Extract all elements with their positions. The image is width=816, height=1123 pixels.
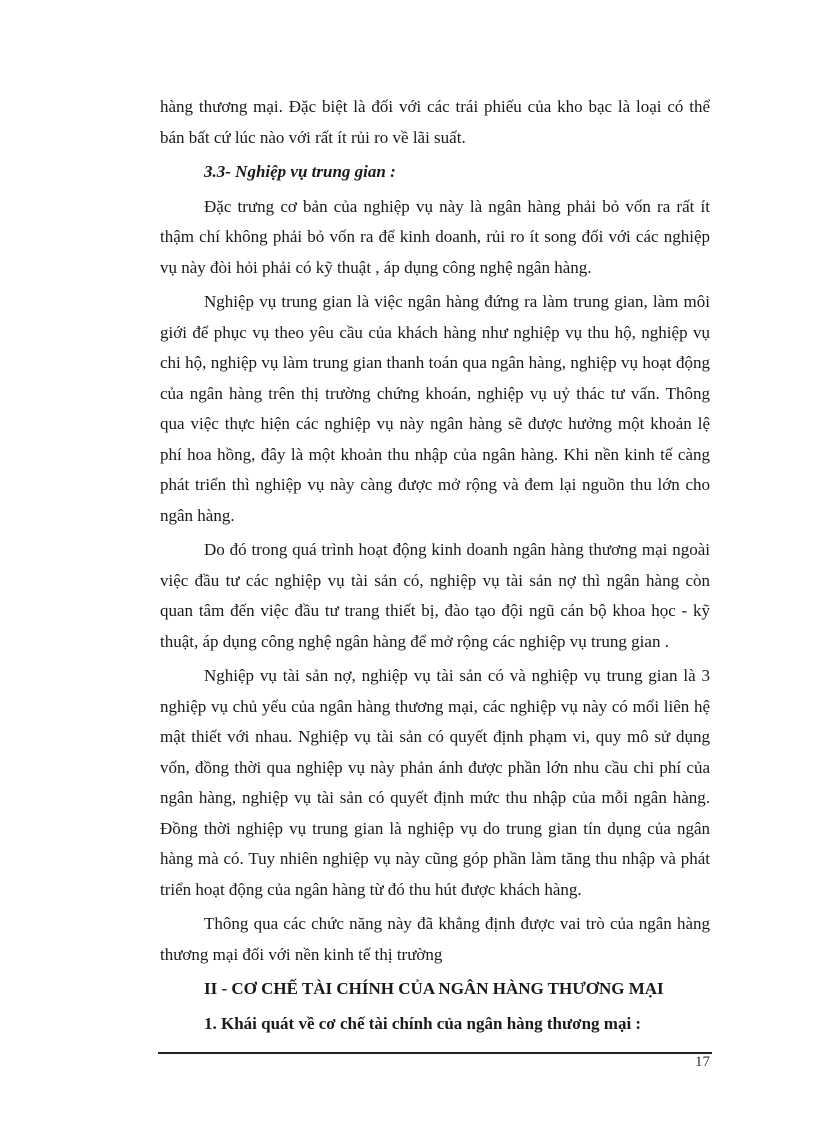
page-number: 17 [695, 1054, 710, 1070]
paragraph-continuation: hàng thương mại. Đặc biệt là đối với các trái phiếu của kho bạc là loại có thể bán bất cứ lúc nào với rất ít rủi ro về lãi suất. [160, 97, 710, 147]
paragraph-characteristics: Đặc trưng cơ bản của nghiệp vụ này là ngân hàng phải bỏ vốn ra rất ít thậm chí không phải bỏ vốn ra để kinh doanh, rủi ro ít song đối với các nghiệp vụ này đòi hỏi phải có kỹ thuật , áp dụng công nghệ ngân hàng. [160, 196, 710, 277]
subheading-overview-financial-mechanism: 1. Khái quát về cơ chế tài chính của ngân hàng thương mại : [204, 1013, 642, 1033]
paragraph-three-operations: Nghiệp vụ tài sản nợ, nghiệp vụ tài sản có và nghiệp vụ trung gian là 3 nghiệp vụ chủ yếu của ngân hàng thương mại, các nghiệp vụ này có mối liên hệ mật thiết với nhau. Nghiệp vụ tài sản có quyết định phạm vi, quy mô sử dụng vốn, đồng thời qua nghiệp vụ này phản ánh được phần lớn nhu cầu chi phí của ngân hàng, nghiệp vụ tài sản có quyết định mức thu nhập của mỗi ngân hàng. Đồng thời nghiệp vụ trung gian là nghiệp vụ do trung gian tín dụng của ngân hàng mà có. Tuy nhiên nghiệp vụ này cũng góp phần làm tăng thu nhập và phát triển hoạt động của ngân hàng từ đó thu hút được khách hàng. [160, 666, 710, 899]
paragraph-intermediary-definition: Nghiệp vụ trung gian là việc ngân hàng đứng ra làm trung gian, làm môi giới để phục vụ theo yêu cầu của khách hàng như nghiệp vụ thu hộ, nghiệp vụ chi hộ, nghiệp vụ làm trung gian thanh toán qua ngân hàng, nghiệp vụ hoạt động của ngân hàng trên thị trường chứng khoán, nghiệp vụ uỷ thác tư vấn. Thông qua việc thực hiện các nghiệp vụ này ngân hàng sẽ được hưởng một khoản lệ phí hoa hồng, đây là một khoản thu nhập của ngân hàng. Khi nền kinh tế càng phát triển thì nghiệp vụ này càng được mở rộng và đem lại nguồn thu lớn cho ngân hàng. [160, 292, 710, 525]
subheading-intermediary-operations: 3.3- Nghiệp vụ trung gian : [204, 162, 396, 181]
paragraph-investment: Do đó trong quá trình hoạt động kinh doanh ngân hàng thương mại ngoài việc đầu tư các nghiệp vụ tài sản có, nghiệp vụ tài sản nợ thì ngân hàng còn quan tâm đến việc đầu tư trang thiết bị, đào tạo đội ngũ cán bộ khoa học - kỹ thuật, áp dụng công nghệ ngân hàng để mở rộng các nghiệp vụ trung gian . [160, 540, 710, 651]
paragraph-conclusion: Thông qua các chức năng này đã khẳng định được vai trò của ngân hàng thương mại đối với nền kinh tế thị trường [160, 914, 710, 964]
section-heading-financial-mechanism: II - CƠ CHẾ TÀI CHÍNH CỦA NGÂN HÀNG THƯƠNG MẠI [204, 979, 664, 998]
page-body [160, 92, 710, 1043]
footer-divider [158, 1052, 712, 1054]
